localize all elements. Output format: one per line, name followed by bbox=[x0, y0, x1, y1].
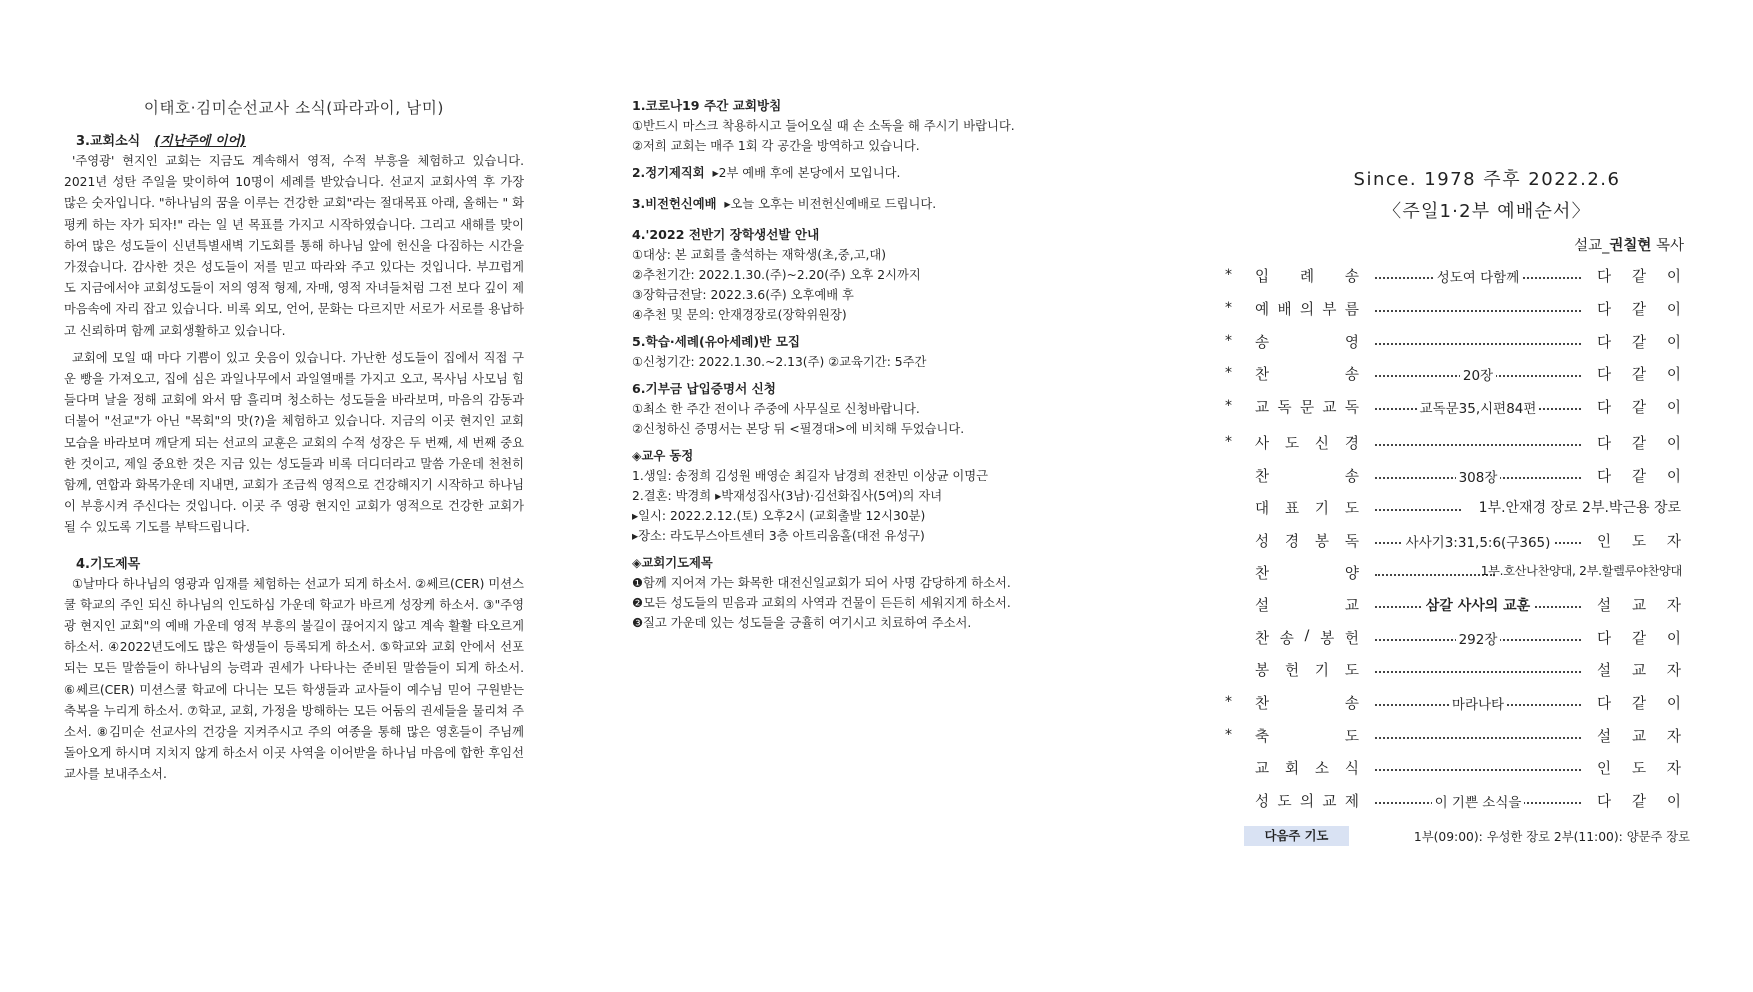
worship-item-leader: 다 같 이 bbox=[1597, 435, 1681, 452]
announcement-covid bbox=[632, 96, 1122, 156]
worship-order-title: 〈주일1·2부 예배순서〉 bbox=[1383, 201, 1591, 222]
worship-item-leader: 다 같 이 bbox=[1597, 468, 1681, 485]
church-news-heading-text: 3.교회소식 bbox=[76, 134, 141, 149]
worship-item-leader: 1부.호산나찬양대, 2부.할렐루야찬양대 bbox=[1480, 564, 1682, 578]
announcement-heading: 6.기부금 납입증명서 신청 bbox=[632, 381, 776, 396]
worship-item-label: 성 경 봉 독 bbox=[1255, 533, 1359, 550]
announcement-scholarship bbox=[632, 225, 1122, 325]
announcement-baptism bbox=[632, 332, 1122, 372]
announcement-heading: 3.비전헌신예배 bbox=[632, 197, 717, 211]
bulletin-date: Since. 1978 주후 2022.2.6 bbox=[1353, 169, 1621, 190]
worship-order-row bbox=[1222, 757, 1682, 783]
worship-item-label: 교 독 문 교 독 bbox=[1255, 399, 1359, 416]
announcement-donation bbox=[632, 379, 1122, 439]
dotted-leader bbox=[1375, 310, 1581, 312]
member-news bbox=[632, 446, 1122, 546]
member-news-line: ▸장소: 라도무스아트센터 3층 아트리움홀(대전 유성구) bbox=[632, 529, 925, 543]
worship-order-row bbox=[1222, 298, 1682, 324]
missionary-news-title: 이태호·김미순선교사 소식(파라과이, 남미) bbox=[143, 99, 445, 117]
worship-item-leader: 다 같 이 bbox=[1597, 695, 1681, 712]
church-news-paragraph-1: '주영광' 현지인 교회는 지금도 계속해서 영적, 수적 부흥을 체험하고 있습니다. 2021년 성탄 주일을 맞이하여 10명이 세례를 받았습니다. 선교지 교회사역 후 가장 많은 숫자입니다. "하나님의 꿈을 이루는 건강한 교회"라는 절대목표 아래, 올해는 " 화평케 하는 자가 되자!" 라는 일 년 목표를 가지고 시작하였습니다. 그리고 새해를 맞이하여 많은 성도들이 신년특별새벽 기도회를 통해 하나님 앞에 헌신을 다짐하는 시간을 가졌습니다. 감사한 것은 성도들이 저를 믿고 따라와 주고 있다는 것입니다. 부끄럽게도 지금에서야 교회성도들이 저의 영적 형제, 자매, 영적 자녀들처럼 그전 보다 깊이 제 마음속에 자리 잡고 있습니다. 비록 외모, 언어, 문화는 다르지만 서로가 서로를 용납하고 신뢰하며 함께 교회생활하고 있습니다. bbox=[64, 154, 524, 338]
preacher-line bbox=[1574, 234, 1684, 255]
announcement-line: ②신청하신 증명서는 본당 뒤 <필경대>에 비치해 두었습니다. bbox=[632, 422, 965, 436]
announcement-line: ①신청기간: 2022.1.30.~2.13(주) ②교육기간: 5주간 bbox=[632, 355, 927, 369]
worship-item-leader: 다 같 이 bbox=[1597, 301, 1681, 318]
worship-item-label: 성 도 의 교 제 bbox=[1255, 793, 1359, 810]
standing-marker: * bbox=[1225, 434, 1232, 450]
dotted-leader bbox=[1375, 509, 1461, 511]
announcement-line: ①반드시 마스크 착용하시고 들어오실 때 손 소독을 해 주시기 바랍니다. bbox=[632, 119, 1015, 133]
member-news-heading: ◈교우 동정 bbox=[632, 449, 694, 463]
announcement-line bbox=[632, 194, 1122, 214]
worship-item-label: 입 례 송 bbox=[1255, 268, 1359, 285]
worship-item-label: 찬 송 / 봉 헌 bbox=[1255, 627, 1359, 647]
dotted-leader bbox=[1375, 343, 1581, 345]
announcement-line bbox=[632, 163, 1122, 183]
worship-item-leader: 다 같 이 bbox=[1597, 399, 1681, 416]
standing-marker: * bbox=[1225, 300, 1232, 316]
worship-item-label: 교 회 소 식 bbox=[1255, 760, 1359, 777]
worship-order-row bbox=[1222, 265, 1682, 291]
worship-order-row bbox=[1222, 790, 1682, 816]
preacher-name: 권칠현 bbox=[1609, 238, 1652, 254]
announcements-column bbox=[632, 96, 1122, 640]
announcement-line: ①최소 한 주간 전이나 주중에 사무실로 신청바랍니다. bbox=[632, 402, 920, 416]
announcement-line: ②저희 교회는 매주 1회 각 공간을 방역하고 있습니다. bbox=[632, 139, 920, 153]
church-prayer-line: ❸질고 가운데 있는 성도들을 긍휼히 여기시고 치료하여 주소서. bbox=[632, 616, 972, 630]
announcement-heading: 1.코로나19 주간 교회방침 bbox=[632, 98, 782, 113]
worship-order-row bbox=[1222, 363, 1682, 389]
worship-item-label: 봉 헌 기 도 bbox=[1255, 662, 1359, 679]
standing-marker: * bbox=[1225, 267, 1232, 283]
worship-item-label: 예 배 의 부 름 bbox=[1255, 301, 1359, 318]
announcement-line: ④추천 및 문의: 안재경장로(장학위원장) bbox=[632, 308, 847, 322]
church-prayer-topics bbox=[632, 553, 1122, 633]
worship-item-detail: 20장 bbox=[1375, 364, 1581, 384]
preacher-title: 목사 bbox=[1651, 238, 1684, 254]
worship-item-label: 대 표 기 도 bbox=[1255, 500, 1359, 517]
dotted-leader bbox=[1375, 769, 1581, 771]
worship-item-label: 찬 송 bbox=[1255, 468, 1359, 485]
worship-item-leader: 설 교 자 bbox=[1597, 597, 1681, 614]
member-news-line: 1.생일: 송정희 김성원 배영순 최길자 남경희 전찬민 이상균 이명근 bbox=[632, 469, 988, 483]
standing-marker: * bbox=[1225, 333, 1232, 349]
worship-order-row bbox=[1222, 432, 1682, 458]
worship-order-row bbox=[1222, 692, 1682, 718]
worship-item-leader: 인 도 자 bbox=[1597, 533, 1681, 550]
next-week-prayer-label: 다음주 기도 bbox=[1244, 826, 1349, 846]
announcement-heading: 2.정기제직회 bbox=[632, 166, 705, 180]
member-news-line: ▸일시: 2022.2.12.(토) 오후2시 (교회출발 12시30분) bbox=[632, 509, 926, 523]
announcement-line: ②추천기간: 2022.1.30.(주)~2.20(주) 오후 2시까지 bbox=[632, 268, 921, 282]
worship-order-row bbox=[1222, 659, 1682, 685]
announcement-text: ▸2부 예배 후에 본당에서 모입니다. bbox=[712, 166, 901, 180]
announcement-line: ①대상: 본 교회를 출석하는 재학생(초,중,고,대) bbox=[632, 248, 887, 262]
worship-item-label: 찬 양 bbox=[1255, 565, 1359, 582]
church-prayer-line: ❷모든 성도들의 믿음과 교회의 사역과 건물이 든든히 세워지게 하소서. bbox=[632, 596, 1011, 610]
worship-item-label: 찬 송 bbox=[1255, 366, 1359, 383]
worship-order-row bbox=[1222, 562, 1682, 588]
prayer-topics-heading: 4.기도제목 bbox=[76, 556, 141, 572]
worship-item-detail: 교독문35,시편84편 bbox=[1375, 397, 1581, 417]
worship-item-label: 송 영 bbox=[1255, 334, 1359, 351]
worship-item-detail: 292장 bbox=[1375, 628, 1581, 648]
dotted-leader bbox=[1375, 444, 1581, 446]
announcement-text: ▸오늘 오후는 비전헌신예배로 드립니다. bbox=[724, 197, 937, 211]
announcement-heading: 4.'2022 전반기 장학생선발 안내 bbox=[632, 227, 820, 242]
worship-item-leader: 다 같 이 bbox=[1597, 630, 1681, 647]
worship-order-row bbox=[1222, 594, 1682, 620]
worship-item-leader: 설 교 자 bbox=[1597, 728, 1681, 745]
worship-order-row bbox=[1222, 331, 1682, 357]
church-news-subheading: (지난주에 이어) bbox=[154, 134, 246, 149]
missionary-news-column bbox=[64, 96, 524, 792]
church-prayer-heading: ◈교회기도제목 bbox=[632, 556, 713, 570]
worship-item-detail: 이 기쁜 소식을 bbox=[1375, 791, 1581, 811]
announcement-vision bbox=[632, 194, 1122, 214]
preacher-label: 설교_ bbox=[1574, 238, 1610, 254]
worship-item-leader: 다 같 이 bbox=[1597, 366, 1681, 383]
worship-item-detail: 성도여 다함께 bbox=[1375, 266, 1581, 286]
worship-item-leader: 인 도 자 bbox=[1597, 760, 1681, 777]
standing-marker: * bbox=[1225, 694, 1232, 710]
next-week-prayer bbox=[1244, 826, 1724, 846]
worship-item-detail: 사사기3:31,5:6(구365) bbox=[1375, 531, 1581, 551]
next-week-prayer-text: 1부(09:00): 우성한 장로 2부(11:00): 양문주 장로 bbox=[1413, 830, 1690, 844]
worship-item-leader: 다 같 이 bbox=[1597, 334, 1681, 351]
worship-order-row bbox=[1222, 497, 1682, 523]
prayer-topics-paragraph: ①날마다 하나님의 영광과 임재를 체험하는 선교가 되게 하소서. ②쎄르(CER) 미션스쿨 학교의 주인 되신 하나님의 인도하심 가운데 학교가 바르게 성장케 하소서. ③"주영광 현지인 교회"의 예배 가운데 영적 부흥의 불길이 끊어지지 않고 계속 활활 타오르게 하소서. ④2022년도에도 많은 학생들이 등록되게 하소서. ⑤학교와 교회 안에서 선포되는 모든 말씀들이 하나님의 능력과 권세가 나타나는 준비된 말씀들이 되게 하소서. ⑥쎄르(CER) 미션스쿨 학교에 다니는 모든 학생들과 교사들이 예수님 믿어 구원받는 축복을 누리게 하소서. ⑦학교, 교회, 가정을 방해하는 모든 어둠의 권세들을 물리쳐 주소서. ⑧김미순 선교사의 건강을 지켜주시고 주의 여종을 통해 많은 영혼들이 주님께 돌아오게 하시며 지치지 않게 하소서 이곳 사역을 이어받을 하나님 마음에 합한 후임선교사를 보내주소서. bbox=[64, 576, 524, 782]
worship-item-label: 축 도 bbox=[1255, 728, 1359, 745]
worship-item-detail: 삼갈 사사의 교훈 bbox=[1375, 595, 1581, 615]
dotted-leader bbox=[1375, 671, 1581, 673]
church-news-heading bbox=[76, 130, 524, 149]
announcement-council bbox=[632, 163, 1122, 183]
worship-order-row bbox=[1222, 465, 1682, 491]
church-news-paragraph-2: 교회에 모일 때 마다 기쁨이 있고 웃음이 있습니다. 가난한 성도들이 집에서 직접 구운 빵을 가져오고, 집에 심은 과일나무에서 과일열매를 가지고 오고, 목사님 사모님 힘들다며 날을 정해 교회에 와서 땀 흘리며 청소하는 성도들을 바라보며, 마음의 감동과 더불어 "선교"가 아닌 "목회"의 맛(?)을 체험하고 있습니다. 지금의 이곳 현지인 교회 모습을 바라보며 깨닫게 되는 선교의 교훈은 교회의 수적 성장은 두 번째, 세 번째 중요 한 것이고, 제일 중요한 것은 지금 있는 성도들과 비록 더디더라고 말씀 가운데 천천히 함께, 연합과 화목가운데 지내면, 교회가 조금씩 영적으로 건강해지기 시작하고 하나님이 부흥시켜 주신다는 것입니다. 이곳 주 영광 현지인 교회가 영적으로 건강한 교회가 될 수 있도록 기도를 부탁드립니다. bbox=[64, 350, 524, 535]
worship-order-row bbox=[1222, 530, 1682, 556]
announcement-line: ③장학금전달: 2022.3.6(주) 오후예배 후 bbox=[632, 288, 854, 302]
worship-item-leader: 다 같 이 bbox=[1597, 268, 1681, 285]
worship-order-row bbox=[1222, 627, 1682, 653]
announcement-heading: 5.학습·세례(유아세례)반 모집 bbox=[632, 334, 801, 349]
church-prayer-line: ❶함께 지어져 가는 화목한 대전신일교회가 되어 사명 감당하게 하소서. bbox=[632, 576, 1011, 590]
standing-marker: * bbox=[1225, 727, 1232, 743]
dotted-leader bbox=[1375, 574, 1495, 576]
worship-item-leader: 설 교 자 bbox=[1597, 662, 1681, 679]
worship-order-row bbox=[1222, 396, 1682, 422]
worship-order-row bbox=[1222, 725, 1682, 751]
worship-item-leader: 다 같 이 bbox=[1597, 793, 1681, 810]
worship-item-leader: 1부.안재경 장로 2부.박근용 장로 bbox=[1478, 500, 1681, 516]
worship-item-label: 찬 송 bbox=[1255, 695, 1359, 712]
worship-item-detail: 마라나타 bbox=[1375, 693, 1581, 713]
standing-marker: * bbox=[1225, 365, 1232, 381]
member-news-line: 2.결혼: 박경희 ▸박재성집사(3남)·김선화집사(5여)의 자녀 bbox=[632, 489, 943, 503]
worship-item-label: 설 교 bbox=[1255, 597, 1359, 614]
worship-item-label: 사 도 신 경 bbox=[1255, 435, 1359, 452]
standing-marker: * bbox=[1225, 398, 1232, 414]
dotted-leader bbox=[1375, 737, 1581, 739]
worship-item-detail: 308장 bbox=[1375, 466, 1581, 486]
